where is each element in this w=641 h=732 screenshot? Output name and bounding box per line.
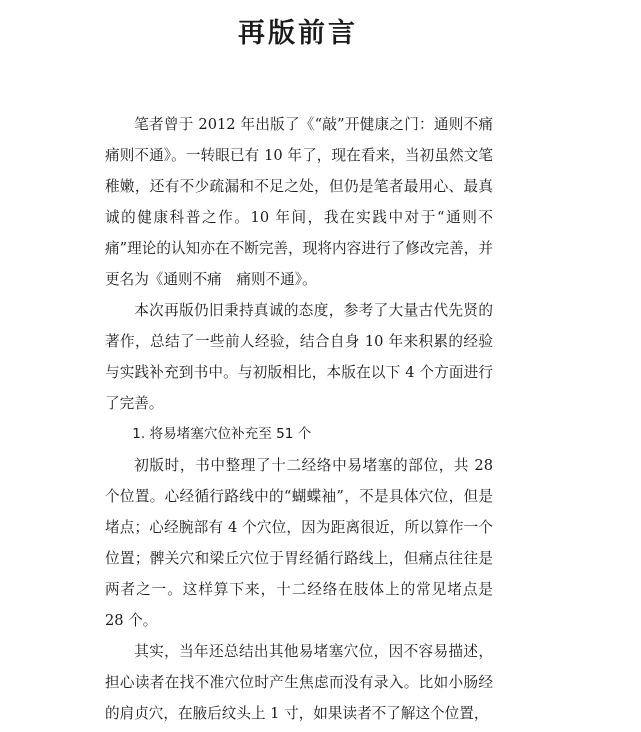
paragraph: 初版时，书中整理了十二经络中易堵塞的部位，共 28 个位置。心经循行路线中的“蝴蝶袖”，不是具体穴位，但是堵点；心经腕部有 4 个穴位，因为距离很近，所以算作一个位置；髀关穴和梁丘穴位于胃经循行路线上，但痛点往往是两者之一。这样算下来，十二经络在肢体上的常见堵点是 28 个。 (105, 457, 493, 629)
paragraph: 本次再版仍旧秉持真诚的态度，参考了大量古代先贤的著作，总结了一些前人经验，结合自身 10 年来积累的经验与实践补充到书中。与初版相比，本版在以下 4 个方面进行了完善。 (105, 302, 493, 412)
page-title: 再版前言 (238, 18, 358, 49)
paragraph: 其实，当年还总结出其他易堵塞穴位，因不容易描述，担心读者在找不准穴位时产生焦虑而没有录入。比如小肠经的肩贞穴，在腋后纹头上 1 寸，如果读者不了解这个位置， (105, 643, 493, 722)
section-heading: 1. 将易堵塞穴位补充至 51 个 (132, 426, 312, 442)
body-text (105, 109, 508, 729)
paragraph: 笔者曾于 2012 年出版了《“敲”开健康之门：通则不痛 痛则不通》。一转眼已有 10 年了，现在看来，当初虽然文笔稚嫩，还有不少疏漏和不足之处，但仍是笔者最用心、最真诚的健康科普之作。10 年间，我在实践中对于“通则不痛”理论的认知亦在不断完善，现将内容进行了修改完善，并更名为《通则不痛 痛则不通》。 (105, 116, 508, 288)
